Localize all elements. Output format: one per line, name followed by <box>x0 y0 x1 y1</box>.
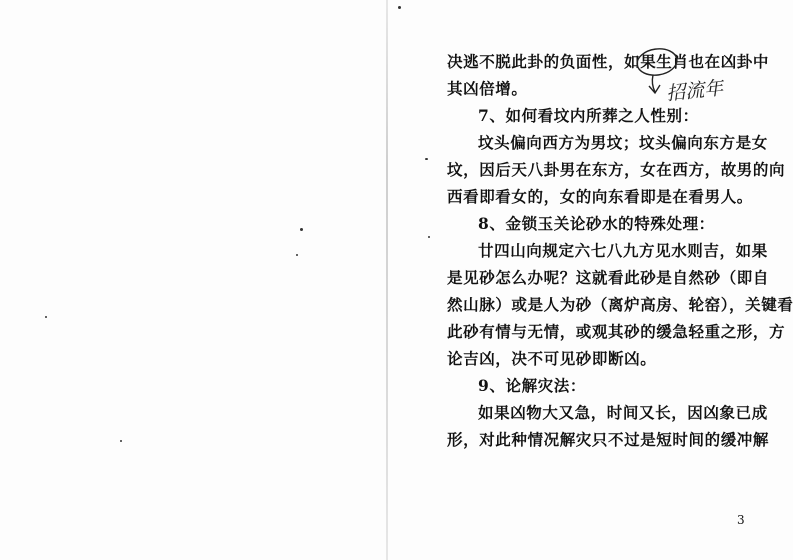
section-heading: 9、论解灾法： <box>478 376 586 395</box>
scan-speck <box>428 236 430 238</box>
text-line: 西看即看女的，女的向东看即是在看男人。 <box>447 187 753 206</box>
section-heading: 7、如何看坟内所葬之人性别： <box>478 106 699 125</box>
scan-speck <box>398 6 401 9</box>
handwritten-note: 招流年 <box>665 77 725 105</box>
handwritten-annotation <box>635 48 755 120</box>
text-line: 如果凶物大又急，时间又长，因凶象已成 <box>478 403 768 422</box>
page-number: 3 <box>737 513 745 527</box>
text-line: 然山脉）或是人为砂（离炉高房、轮窑），关键看 <box>447 295 793 314</box>
scan-speck <box>300 228 303 231</box>
text-line: 形，对此种情况解灾只不过是短时间的缓冲解 <box>447 430 770 449</box>
handwritten-arrow <box>649 75 660 93</box>
scan-speck <box>425 158 428 160</box>
text-line: 廿四山向规定六七八九方见水则吉，如果 <box>478 241 768 260</box>
text-line: 坟头偏向西方为男坟；坟头偏向东方是女 <box>478 133 768 152</box>
text-line: 坟，因后天八卦男在东方，女在西方，故男的向 <box>447 160 786 179</box>
text-line: 其凶倍增。 <box>447 79 528 98</box>
section-heading: 8、金锁玉关论砂水的特殊处理： <box>478 214 715 233</box>
scan-speck <box>45 316 47 318</box>
text-line: 此砂有情与无情，或观其砂的缓急轻重之形，方 <box>447 322 786 341</box>
handwritten-circle <box>635 48 678 78</box>
text-line: 是见砂怎么办呢？这就看此砂是自然砂（即自 <box>447 268 770 287</box>
scan-speck <box>120 440 122 442</box>
scan-speck <box>296 254 298 256</box>
text-line: 论吉凶，决不可见砂即断凶。 <box>447 349 657 368</box>
page-gutter <box>386 0 388 560</box>
text-line: 决逃不脱此卦的负面性，如果生肖也在凶卦中 <box>447 52 770 71</box>
